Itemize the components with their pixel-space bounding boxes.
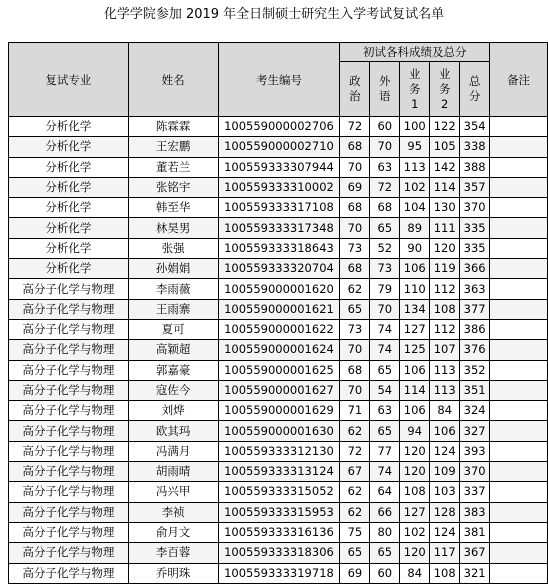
cell-politics: 67 xyxy=(340,462,370,482)
cell-total: 366 xyxy=(460,259,490,279)
cell-major: 高分子化学与物理 xyxy=(9,543,129,563)
cell-subject2: 112 xyxy=(430,279,460,299)
header-remark: 备注 xyxy=(490,43,548,117)
cell-major: 分析化学 xyxy=(9,218,129,238)
cell-name: 林昊男 xyxy=(128,218,218,238)
cell-subject1: 89 xyxy=(400,218,430,238)
cell-major: 高分子化学与物理 xyxy=(9,522,129,542)
cell-total: 335 xyxy=(460,238,490,258)
cell-total: 327 xyxy=(460,421,490,441)
cell-major: 分析化学 xyxy=(9,198,129,218)
cell-politics: 73 xyxy=(340,238,370,258)
cell-politics: 68 xyxy=(340,259,370,279)
cell-politics: 70 xyxy=(340,157,370,177)
cell-remark xyxy=(490,522,548,542)
cell-total: 370 xyxy=(460,198,490,218)
table-row xyxy=(9,238,548,258)
cell-remark xyxy=(490,441,548,461)
cell-politics: 73 xyxy=(340,319,370,339)
cell-remark xyxy=(490,279,548,299)
cell-subject1: 127 xyxy=(400,319,430,339)
cell-exam-id: 100559333317108 xyxy=(218,198,340,218)
cell-subject2: 113 xyxy=(430,380,460,400)
header-scores-group: 初试各科成绩及总分 xyxy=(340,43,490,62)
cell-name: 胡雨晴 xyxy=(128,462,218,482)
cell-subject1: 125 xyxy=(400,340,430,360)
cell-major: 分析化学 xyxy=(9,157,129,177)
cell-subject2: 106 xyxy=(430,421,460,441)
table-row xyxy=(9,177,548,197)
cell-subject1: 104 xyxy=(400,198,430,218)
cell-english: 54 xyxy=(370,380,400,400)
header-major: 复试专业 xyxy=(9,43,129,117)
cell-english: 73 xyxy=(370,259,400,279)
cell-name: 张铭宇 xyxy=(128,177,218,197)
cell-name: 冯兴甲 xyxy=(128,482,218,502)
cell-remark xyxy=(490,177,548,197)
cell-politics: 71 xyxy=(340,401,370,421)
cell-subject2: 111 xyxy=(430,218,460,238)
cell-total: 337 xyxy=(460,482,490,502)
cell-english: 70 xyxy=(370,299,400,319)
cell-politics: 70 xyxy=(340,340,370,360)
table-row xyxy=(9,117,548,137)
cell-english: 66 xyxy=(370,502,400,522)
cell-english: 60 xyxy=(370,563,400,583)
cell-major: 高分子化学与物理 xyxy=(9,279,129,299)
cell-subject1: 106 xyxy=(400,259,430,279)
cell-exam-id: 100559333318306 xyxy=(218,543,340,563)
cell-subject1: 120 xyxy=(400,441,430,461)
cell-remark xyxy=(490,563,548,583)
cell-name: 陈霖霖 xyxy=(128,117,218,137)
cell-total: 352 xyxy=(460,360,490,380)
cell-total: 386 xyxy=(460,319,490,339)
cell-name: 寇佐今 xyxy=(128,380,218,400)
cell-exam-id: 100559333312130 xyxy=(218,441,340,461)
cell-total: 381 xyxy=(460,522,490,542)
cell-subject2: 120 xyxy=(430,238,460,258)
cell-major: 分析化学 xyxy=(9,238,129,258)
cell-politics: 62 xyxy=(340,421,370,441)
cell-english: 65 xyxy=(370,218,400,238)
cell-total: 376 xyxy=(460,340,490,360)
cell-name: 李雨薇 xyxy=(128,279,218,299)
cell-english: 65 xyxy=(370,543,400,563)
cell-name: 孙娟娟 xyxy=(128,259,218,279)
cell-remark xyxy=(490,421,548,441)
table-row xyxy=(9,380,548,400)
cell-total: 383 xyxy=(460,502,490,522)
cell-subject2: 112 xyxy=(430,319,460,339)
cell-major: 分析化学 xyxy=(9,259,129,279)
cell-politics: 70 xyxy=(340,380,370,400)
cell-name: 张强 xyxy=(128,238,218,258)
cell-subject1: 127 xyxy=(400,502,430,522)
cell-subject2: 108 xyxy=(430,299,460,319)
cell-exam-id: 100559000001630 xyxy=(218,421,340,441)
cell-subject2: 124 xyxy=(430,522,460,542)
table-row xyxy=(9,441,548,461)
cell-major: 高分子化学与物理 xyxy=(9,380,129,400)
cell-politics: 62 xyxy=(340,482,370,502)
cell-name: 俞月文 xyxy=(128,522,218,542)
cell-english: 79 xyxy=(370,279,400,299)
cell-politics: 72 xyxy=(340,441,370,461)
cell-english: 63 xyxy=(370,157,400,177)
cell-remark xyxy=(490,259,548,279)
cell-politics: 72 xyxy=(340,117,370,137)
cell-subject1: 110 xyxy=(400,279,430,299)
cell-subject2: 124 xyxy=(430,441,460,461)
cell-remark xyxy=(490,401,548,421)
cell-remark xyxy=(490,157,548,177)
cell-exam-id: 100559000002706 xyxy=(218,117,340,137)
cell-name: 刘烨 xyxy=(128,401,218,421)
cell-exam-id: 100559000001622 xyxy=(218,319,340,339)
cell-name: 欧其玛 xyxy=(128,421,218,441)
cell-english: 80 xyxy=(370,522,400,542)
cell-exam-id: 100559333319718 xyxy=(218,563,340,583)
cell-politics: 68 xyxy=(340,137,370,157)
cell-remark xyxy=(490,238,548,258)
cell-subject2: 108 xyxy=(430,563,460,583)
header-exam-id: 考生编号 xyxy=(218,43,340,117)
cell-subject2: 109 xyxy=(430,462,460,482)
cell-exam-id: 100559000001625 xyxy=(218,360,340,380)
cell-exam-id: 100559333316136 xyxy=(218,522,340,542)
cell-major: 高分子化学与物理 xyxy=(9,502,129,522)
cell-subject1: 102 xyxy=(400,522,430,542)
cell-major: 高分子化学与物理 xyxy=(9,462,129,482)
cell-total: 357 xyxy=(460,177,490,197)
cell-politics: 62 xyxy=(340,502,370,522)
cell-english: 65 xyxy=(370,360,400,380)
cell-politics: 65 xyxy=(340,299,370,319)
table-row xyxy=(9,319,548,339)
cell-name: 郭嘉豪 xyxy=(128,360,218,380)
cell-exam-id: 100559333315052 xyxy=(218,482,340,502)
cell-remark xyxy=(490,137,548,157)
cell-remark xyxy=(490,482,548,502)
cell-major: 高分子化学与物理 xyxy=(9,360,129,380)
cell-exam-id: 100559333313124 xyxy=(218,462,340,482)
cell-exam-id: 100559000001624 xyxy=(218,340,340,360)
cell-exam-id: 100559333320704 xyxy=(218,259,340,279)
cell-exam-id: 100559333315953 xyxy=(218,502,340,522)
cell-exam-id: 100559000002710 xyxy=(218,137,340,157)
cell-subject2: 128 xyxy=(430,502,460,522)
cell-subject1: 106 xyxy=(400,401,430,421)
cell-major: 高分子化学与物理 xyxy=(9,421,129,441)
cell-major: 高分子化学与物理 xyxy=(9,319,129,339)
cell-total: 335 xyxy=(460,218,490,238)
cell-subject1: 108 xyxy=(400,482,430,502)
cell-subject1: 100 xyxy=(400,117,430,137)
cell-exam-id: 100559000001629 xyxy=(218,401,340,421)
cell-subject2: 113 xyxy=(430,360,460,380)
cell-exam-id: 100559000001627 xyxy=(218,380,340,400)
cell-total: 393 xyxy=(460,441,490,461)
cell-subject1: 102 xyxy=(400,177,430,197)
header-name: 姓名 xyxy=(128,43,218,117)
table-row xyxy=(9,137,548,157)
cell-politics: 70 xyxy=(340,218,370,238)
cell-english: 74 xyxy=(370,340,400,360)
cell-subject1: 134 xyxy=(400,299,430,319)
cell-subject2: 105 xyxy=(430,137,460,157)
cell-politics: 69 xyxy=(340,563,370,583)
cell-politics: 68 xyxy=(340,360,370,380)
cell-subject2: 119 xyxy=(430,259,460,279)
cell-name: 李祯 xyxy=(128,502,218,522)
header-english: 外 语 xyxy=(370,62,400,117)
cell-english: 74 xyxy=(370,319,400,339)
table-row xyxy=(9,259,548,279)
cell-total: 321 xyxy=(460,563,490,583)
header-total: 总 分 xyxy=(460,62,490,117)
table-row xyxy=(9,421,548,441)
cell-english: 68 xyxy=(370,198,400,218)
cell-subject1: 95 xyxy=(400,137,430,157)
table-row xyxy=(9,522,548,542)
cell-subject1: 94 xyxy=(400,421,430,441)
page-title: 化学学院参加 2019 年全日制硕士研究生入学考试复试名单 xyxy=(103,7,445,22)
cell-name: 高颖超 xyxy=(128,340,218,360)
cell-major: 高分子化学与物理 xyxy=(9,441,129,461)
table-row xyxy=(9,401,548,421)
cell-subject2: 130 xyxy=(430,198,460,218)
table-header xyxy=(9,43,548,117)
cell-english: 72 xyxy=(370,177,400,197)
cell-subject2: 117 xyxy=(430,543,460,563)
cell-name: 乔明珠 xyxy=(128,563,218,583)
table-row xyxy=(9,198,548,218)
cell-subject2: 84 xyxy=(430,401,460,421)
table-row xyxy=(9,299,548,319)
cell-exam-id: 100559000001621 xyxy=(218,299,340,319)
table-row xyxy=(9,482,548,502)
cell-major: 高分子化学与物理 xyxy=(9,299,129,319)
cell-subject2: 114 xyxy=(430,177,460,197)
cell-subject1: 114 xyxy=(400,380,430,400)
cell-major: 分析化学 xyxy=(9,137,129,157)
cell-name: 冯满月 xyxy=(128,441,218,461)
cell-remark xyxy=(490,360,548,380)
cell-subject1: 90 xyxy=(400,238,430,258)
cell-total: 377 xyxy=(460,299,490,319)
cell-major: 高分子化学与物理 xyxy=(9,401,129,421)
table-row xyxy=(9,502,548,522)
cell-politics: 69 xyxy=(340,177,370,197)
table-row xyxy=(9,157,548,177)
header-subject2: 业 务 2 xyxy=(430,62,460,117)
cell-subject1: 106 xyxy=(400,360,430,380)
cell-english: 74 xyxy=(370,462,400,482)
cell-subject1: 113 xyxy=(400,157,430,177)
cell-english: 77 xyxy=(370,441,400,461)
admission-table xyxy=(8,42,548,584)
cell-major: 高分子化学与物理 xyxy=(9,340,129,360)
cell-english: 64 xyxy=(370,482,400,502)
cell-major: 分析化学 xyxy=(9,117,129,137)
cell-remark xyxy=(490,117,548,137)
header-subject1: 业 务 1 xyxy=(400,62,430,117)
cell-politics: 62 xyxy=(340,279,370,299)
cell-exam-id: 100559333307944 xyxy=(218,157,340,177)
cell-politics: 75 xyxy=(340,522,370,542)
cell-remark xyxy=(490,543,548,563)
cell-name: 夏可 xyxy=(128,319,218,339)
cell-remark xyxy=(490,380,548,400)
header-politics: 政 治 xyxy=(340,62,370,117)
cell-politics: 65 xyxy=(340,543,370,563)
cell-exam-id: 100559333317348 xyxy=(218,218,340,238)
table-row xyxy=(9,462,548,482)
cell-remark xyxy=(490,198,548,218)
table-row xyxy=(9,360,548,380)
cell-subject1: 120 xyxy=(400,543,430,563)
table-row xyxy=(9,563,548,583)
cell-name: 王宏鹏 xyxy=(128,137,218,157)
cell-total: 388 xyxy=(460,157,490,177)
cell-name: 王雨寨 xyxy=(128,299,218,319)
cell-english: 63 xyxy=(370,401,400,421)
cell-english: 65 xyxy=(370,421,400,441)
cell-total: 338 xyxy=(460,137,490,157)
table-body xyxy=(9,117,548,584)
cell-name: 董若兰 xyxy=(128,157,218,177)
cell-remark xyxy=(490,462,548,482)
table-row xyxy=(9,218,548,238)
cell-english: 60 xyxy=(370,117,400,137)
cell-subject2: 107 xyxy=(430,340,460,360)
cell-exam-id: 100559333310002 xyxy=(218,177,340,197)
table-row xyxy=(9,340,548,360)
cell-exam-id: 100559333318643 xyxy=(218,238,340,258)
cell-english: 70 xyxy=(370,137,400,157)
cell-exam-id: 100559000001620 xyxy=(218,279,340,299)
cell-total: 354 xyxy=(460,117,490,137)
cell-major: 高分子化学与物理 xyxy=(9,482,129,502)
cell-subject1: 120 xyxy=(400,462,430,482)
cell-remark xyxy=(490,299,548,319)
cell-total: 324 xyxy=(460,401,490,421)
cell-remark xyxy=(490,340,548,360)
cell-total: 367 xyxy=(460,543,490,563)
table-row xyxy=(9,543,548,563)
cell-name: 李百蓉 xyxy=(128,543,218,563)
table-row xyxy=(9,279,548,299)
cell-major: 高分子化学与物理 xyxy=(9,563,129,583)
cell-subject2: 103 xyxy=(430,482,460,502)
cell-total: 370 xyxy=(460,462,490,482)
cell-subject2: 142 xyxy=(430,157,460,177)
cell-subject2: 122 xyxy=(430,117,460,137)
cell-english: 52 xyxy=(370,238,400,258)
cell-total: 351 xyxy=(460,380,490,400)
cell-name: 韩至华 xyxy=(128,198,218,218)
cell-subject1: 84 xyxy=(400,563,430,583)
cell-remark xyxy=(490,319,548,339)
cell-major: 分析化学 xyxy=(9,177,129,197)
cell-remark xyxy=(490,502,548,522)
cell-politics: 68 xyxy=(340,198,370,218)
cell-total: 363 xyxy=(460,279,490,299)
cell-remark xyxy=(490,218,548,238)
